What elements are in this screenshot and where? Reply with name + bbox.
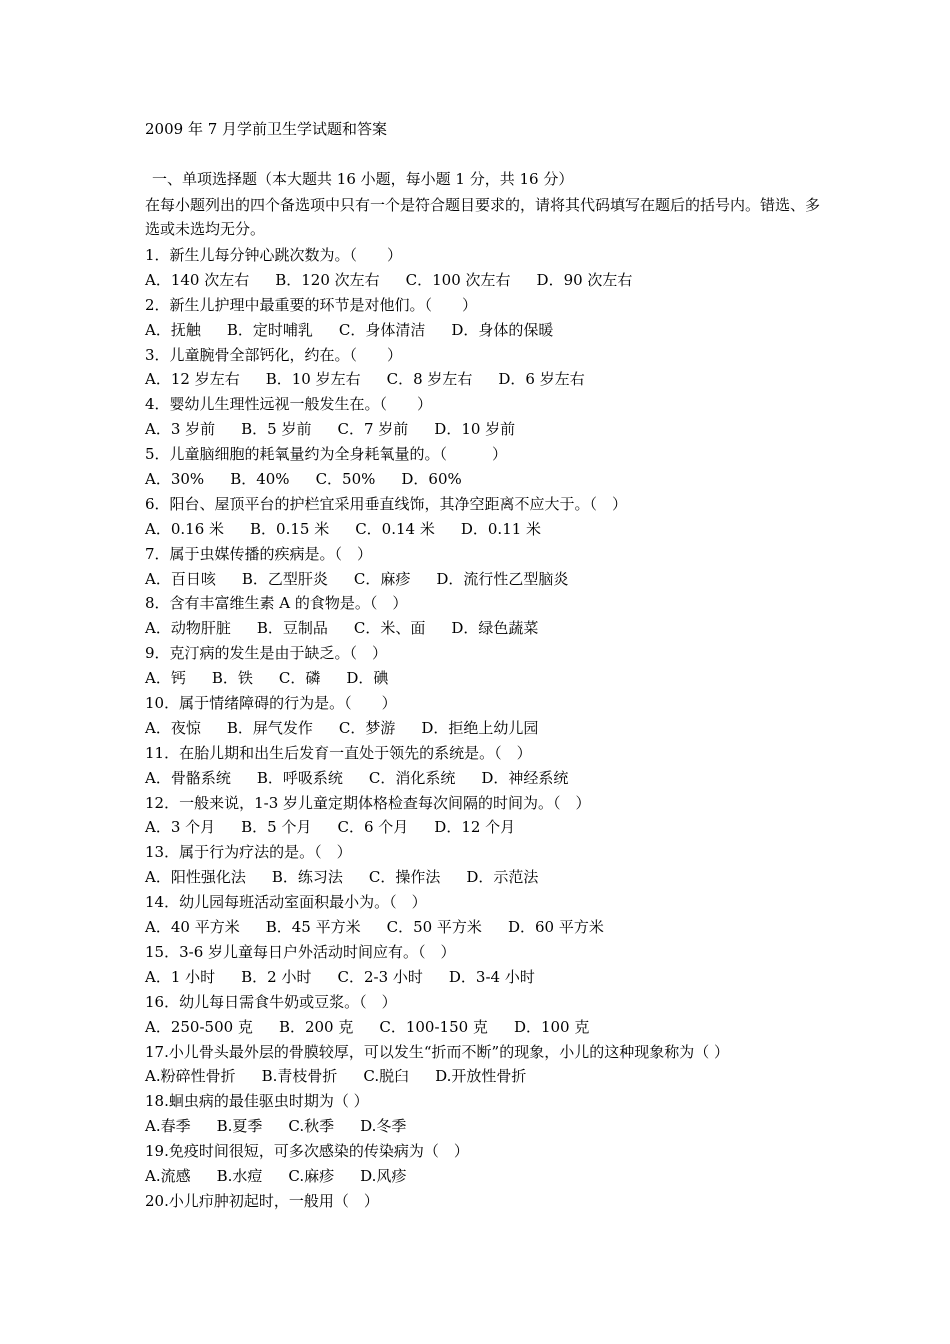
answer-options: [145, 1164, 845, 1189]
answer-options: [145, 417, 845, 442]
answer-option: A．钙: [145, 669, 186, 688]
answer-options: [145, 616, 845, 641]
answer-option: D．10 岁前: [434, 420, 516, 439]
answer-option: A．骨骼系统: [145, 768, 231, 787]
answer-option: A.粉碎性骨折: [145, 1067, 236, 1086]
answer-option: B．0.15 米: [250, 519, 330, 538]
question-text: 9．克汀病的发生是由于缺乏。（ ）: [145, 644, 388, 663]
answer-option: A．0.16 米: [145, 519, 224, 538]
answer-option: A．140 次左右: [145, 270, 250, 289]
answer-options: [145, 965, 845, 990]
answer-option: B．乙型肝炎: [241, 569, 328, 588]
answer-options: [145, 467, 845, 492]
answer-option: A．3 个月: [145, 818, 216, 837]
answer-option: A．3 岁前: [145, 420, 216, 439]
answer-option: A．阳性强化法: [145, 868, 246, 887]
answer-option: A．动物肝脏: [145, 619, 231, 638]
answer-option: C．2-3 小时: [337, 967, 423, 986]
question-text: 12．一般来说，1-3 岁儿童定期体格检查每次间隔的时间为。（ ）: [145, 793, 591, 812]
question-text: 16．幼儿每日需食牛奶或豆浆。（ ）: [145, 992, 397, 1011]
answer-options: [145, 1015, 845, 1040]
question-text: 10．属于情绪障碍的行为是。（ ）: [145, 694, 397, 713]
answer-option: D．12 个月: [434, 818, 516, 837]
answer-option: B．40%: [230, 470, 290, 489]
answer-option: D．60%: [401, 470, 462, 489]
answer-options: [145, 268, 845, 293]
answer-options: [145, 815, 845, 840]
answer-option: A．抚触: [145, 320, 201, 339]
question-text: 18.蛔虫病的最佳驱虫时期为（ ）: [145, 1092, 369, 1111]
answer-option: B．豆制品: [256, 619, 328, 638]
question-text: 15．3-6 岁儿童每日户外活动时间应有。（ ）: [145, 942, 456, 961]
question-text: 8．含有丰富维生素 A 的食物是。（ ）: [145, 594, 408, 613]
answer-option: C．麻疹: [353, 569, 411, 588]
answer-options: [145, 1114, 845, 1139]
answer-option: B．5 个月: [241, 818, 312, 837]
answer-option: D．碘: [346, 669, 389, 688]
question-list: [145, 243, 845, 1214]
question-text: 17.小儿骨头最外层的骨膜较厚，可以发生“折而不断”的现象，小儿的这种现象称为（ ）: [145, 1042, 729, 1061]
answer-option: D．100 克: [513, 1017, 590, 1036]
answer-options: [145, 318, 845, 343]
instructions-paragraph: 在每小题列出的四个备选项中只有一个是符合题目要求的，请将其代码填写在题后的括号内。错选、多选或未选均无分。: [145, 196, 821, 238]
answer-option: D．6 岁左右: [498, 370, 585, 389]
answer-option: A．百日咳: [145, 569, 216, 588]
answer-option: B．120 次左右: [275, 270, 380, 289]
section-heading: 一、单项选择题（本大题共 16 小题，每小题 1 分，共 16 分）: [152, 170, 574, 188]
answer-option: B．5 岁前: [241, 420, 312, 439]
question-text: 11．在胎儿期和出生后发育一直处于领先的系统是。（ ）: [145, 743, 532, 762]
answer-option: D．拒绝上幼儿园: [421, 718, 539, 737]
answer-option: C．8 岁左右: [386, 370, 473, 389]
answer-option: C．梦游: [338, 718, 396, 737]
answer-option: B．呼吸系统: [256, 768, 343, 787]
answer-option: A．250-500 克: [145, 1017, 253, 1036]
question-text: 20.小儿疖肿初起时，一般用（ ）: [145, 1191, 379, 1210]
answer-option: D.风疹: [360, 1166, 407, 1185]
answer-option: D．示范法: [466, 868, 539, 887]
answer-option: B．练习法: [271, 868, 343, 887]
answer-option: C．100 次左右: [405, 270, 511, 289]
question-text: 13．属于行为疗法的是。（ ）: [145, 843, 352, 862]
answer-option: C．米、面: [353, 619, 426, 638]
question-text: 7．属于虫媒传播的疾病是。（ ）: [145, 544, 373, 563]
answer-option: D．神经系统: [481, 768, 569, 787]
answer-option: C.秋季: [288, 1117, 335, 1136]
answer-option: A．12 岁左右: [145, 370, 240, 389]
answer-option: D．0.11 米: [460, 519, 542, 538]
question-text: 5．儿童脑细胞的耗氧量约为全身耗氧量的。（ ）: [145, 445, 508, 464]
question-text: 14．幼儿园每班活动室面积最小为。（ ）: [145, 893, 427, 912]
answer-option: B．2 小时: [241, 967, 312, 986]
answer-option: B．铁: [211, 669, 253, 688]
answer-option: C.脱臼: [363, 1067, 410, 1086]
answer-option: C．7 岁前: [337, 420, 409, 439]
answer-option: D．90 次左右: [536, 270, 633, 289]
answer-option: C．50%: [315, 470, 376, 489]
answer-option: B．200 克: [278, 1017, 354, 1036]
question-text: 4．婴幼儿生理性远视一般发生在。（ ）: [145, 395, 433, 414]
answer-options: [145, 716, 845, 741]
answer-option: D．60 平方米: [507, 918, 604, 937]
answer-option: D．身体的保暖: [451, 320, 554, 339]
question-text: 19.免疫时间很短，可多次感染的传染病为（ ）: [145, 1142, 469, 1161]
answer-option: D.冬季: [360, 1117, 407, 1136]
answer-option: C．身体清洁: [338, 320, 426, 339]
answer-options: [145, 915, 845, 940]
answer-option: C．6 个月: [337, 818, 409, 837]
answer-option: A．30%: [145, 470, 205, 489]
answer-option: D.开放性骨折: [435, 1067, 527, 1086]
answer-option: C．50 平方米: [386, 918, 482, 937]
question-text: 3．儿童腕骨全部钙化，约在。（ ）: [145, 345, 403, 364]
answer-options: [145, 1064, 845, 1089]
answer-option: B．定时哺乳: [226, 320, 313, 339]
answer-option: C．操作法: [368, 868, 441, 887]
question-text: 1．新生儿每分钟心跳次数为。（ ）: [145, 246, 403, 264]
question-text: 6．阳台、屋顶平台的护栏宜采用垂直线饰，其净空距离不应大于。（ ）: [145, 494, 628, 513]
answer-option: A．夜惊: [145, 718, 201, 737]
answer-option: C.麻疹: [288, 1166, 335, 1185]
answer-option: D．3-4 小时: [448, 967, 535, 986]
answer-options: [145, 367, 845, 392]
question-text: 2．新生儿护理中最重要的环节是对他们。（ ）: [145, 295, 478, 314]
answer-option: B．屏气发作: [226, 718, 313, 737]
document-title: 2009 年 7 月学前卫生学试题和答案: [145, 120, 388, 138]
answer-option: B.青枝骨折: [261, 1067, 338, 1086]
answer-option: A.春季: [145, 1117, 191, 1136]
answer-option: A．40 平方米: [145, 918, 240, 937]
answer-option: B．45 平方米: [265, 918, 361, 937]
answer-option: A.流感: [145, 1166, 191, 1185]
answer-option: A．1 小时: [145, 967, 216, 986]
answer-options: [145, 567, 845, 592]
answer-option: D．流行性乙型脑炎: [436, 569, 569, 588]
answer-option: B.水痘: [216, 1166, 263, 1185]
answer-option: C．0.14 米: [355, 519, 435, 538]
answer-options: [145, 517, 845, 542]
answer-option: B．10 岁左右: [265, 370, 361, 389]
answer-option: C．磷: [278, 669, 321, 688]
answer-option: B.夏季: [216, 1117, 263, 1136]
answer-options: [145, 865, 845, 890]
answer-option: C．消化系统: [368, 768, 456, 787]
answer-option: C．100-150 克: [379, 1017, 488, 1036]
answer-option: D．绿色蔬菜: [451, 619, 539, 638]
answer-options: [145, 766, 845, 791]
answer-options: [145, 666, 845, 691]
